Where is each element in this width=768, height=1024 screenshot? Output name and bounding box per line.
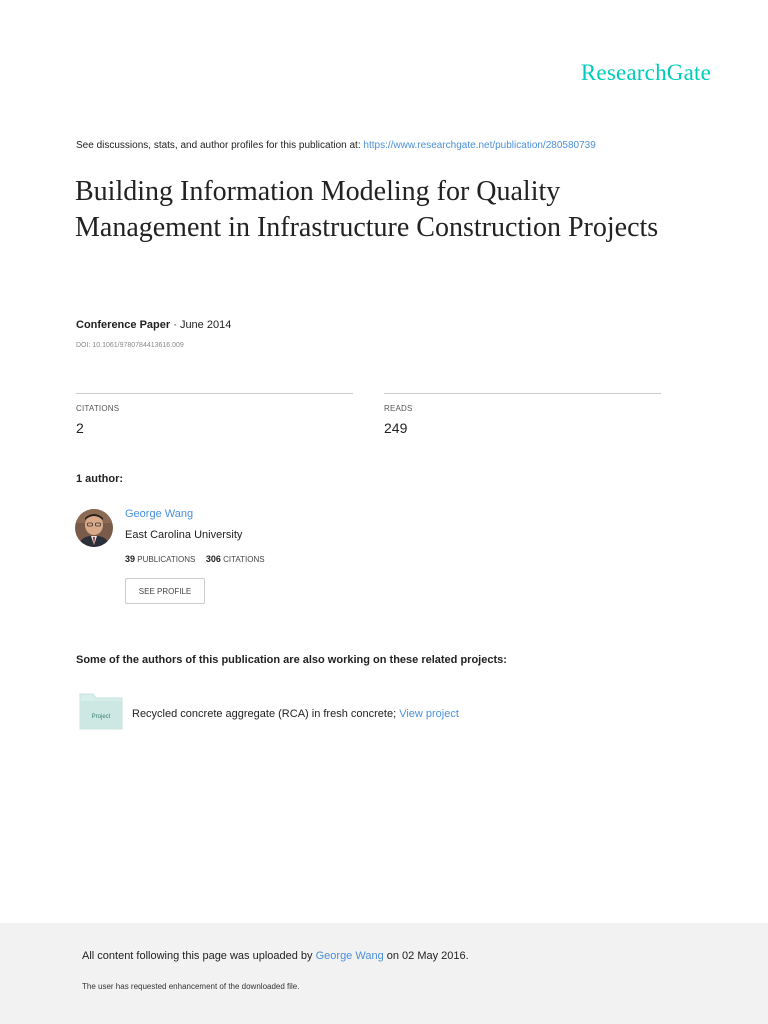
upload-prefix: All content following this page was uploaded by xyxy=(82,950,316,962)
discussion-text: See discussions, stats, and author profiles for this publication at: xyxy=(76,140,364,151)
related-projects-heading: Some of the authors of this publication are also working on these related projects: xyxy=(76,654,507,666)
reads-value: 249 xyxy=(384,420,408,436)
citations-stat xyxy=(76,393,353,436)
author-avatar[interactable] xyxy=(75,509,113,547)
citations-label: CITATIONS xyxy=(76,404,120,413)
discussion-line xyxy=(76,140,596,151)
authors-heading: 1 author: xyxy=(76,473,124,485)
publication-type: Conference Paper xyxy=(76,319,171,331)
project-description: Recycled concrete aggregate (RCA) in fresh concrete; xyxy=(132,708,400,720)
author-publications-label: PUBLICATIONS xyxy=(137,555,196,564)
project-item xyxy=(132,708,459,720)
author-citations-label: CITATIONS xyxy=(223,555,265,564)
author-institution: East Carolina University xyxy=(125,529,243,541)
upload-suffix: on 02 May 2016. xyxy=(383,950,469,962)
publication-title: Building Information Modeling for Quality Management in Infrastructure Construction Projects xyxy=(75,176,659,243)
citations-value: 2 xyxy=(76,420,84,436)
author-citations-count: 306 xyxy=(205,554,221,564)
footer-panel xyxy=(0,923,768,1024)
reads-stat xyxy=(384,393,661,436)
reads-label: READS xyxy=(384,404,413,413)
publication-doi: DOI: 10.1061/9780784413616.009 xyxy=(76,342,184,349)
publication-separator: · xyxy=(170,319,180,331)
view-project-link[interactable]: View project xyxy=(399,708,459,720)
publication-url-link[interactable]: https://www.researchgate.net/publication/280580739 xyxy=(363,140,596,151)
publication-type-line xyxy=(76,319,231,331)
see-profile-button[interactable]: SEE PROFILE xyxy=(125,578,205,604)
uploader-link[interactable]: George Wang xyxy=(315,950,384,962)
author-publications-count: 39 xyxy=(125,554,136,564)
author-name-link[interactable]: George Wang xyxy=(125,508,194,520)
researchgate-logo[interactable]: ResearchGate xyxy=(580,60,711,85)
author-photo-icon xyxy=(75,509,113,547)
enhancement-note: The user has requested enhancement of the downloaded file. xyxy=(82,982,300,991)
author-stats xyxy=(125,554,265,564)
project-icon-label: Project xyxy=(91,714,111,720)
upload-info xyxy=(82,950,469,962)
project-folder-icon xyxy=(79,692,123,730)
publication-date: June 2014 xyxy=(179,319,232,331)
